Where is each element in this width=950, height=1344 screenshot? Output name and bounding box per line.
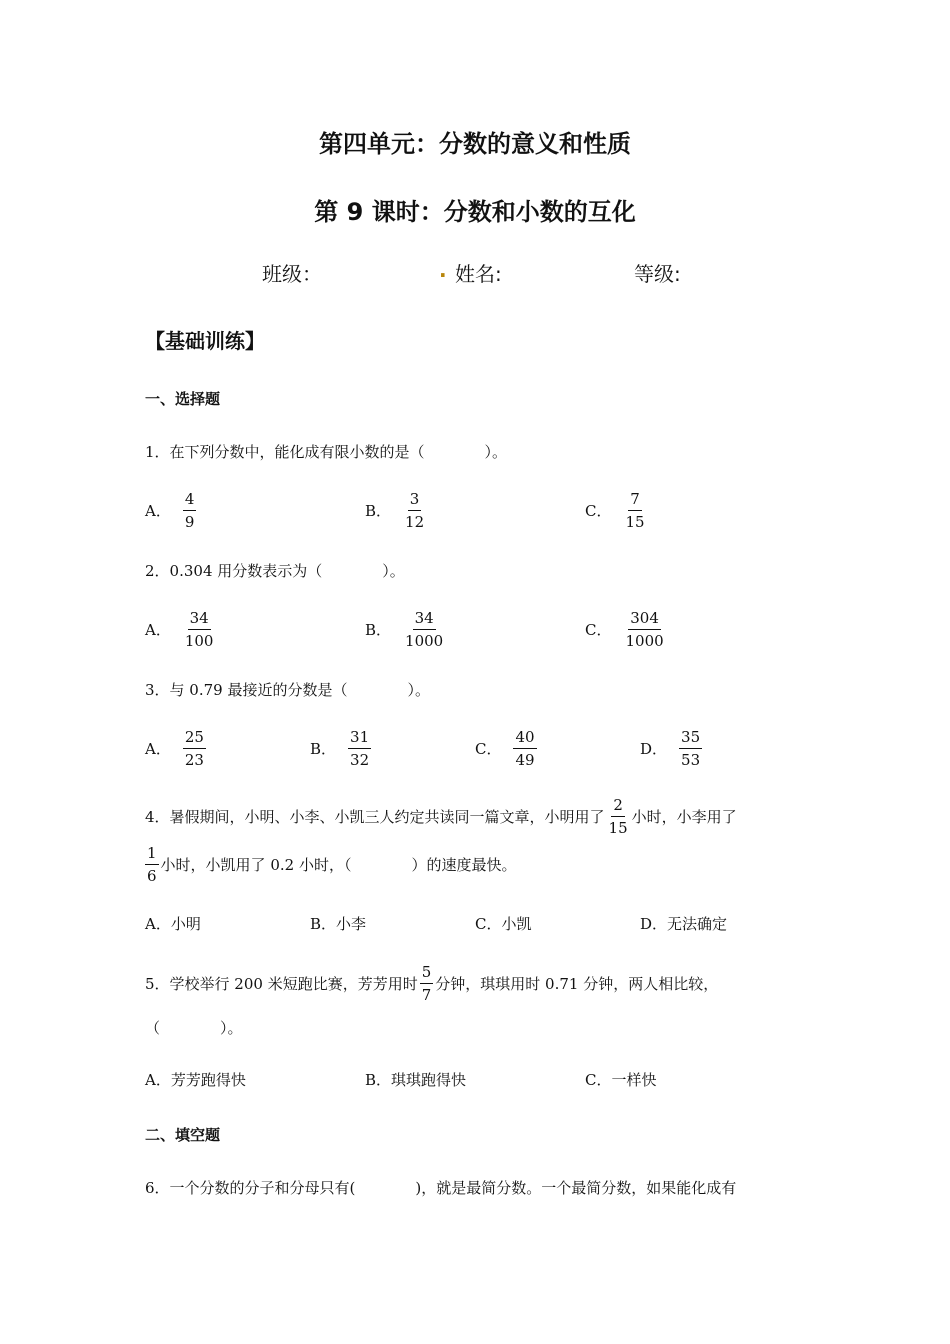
fraction: $\frac{35}{53}$: [681, 728, 701, 769]
q1-option-a: A． $\frac{4}{9}$: [145, 490, 195, 531]
lesson-title: 第 9 课时：分数和小数的互化: [314, 198, 636, 226]
fraction: $\frac{2}{15}$: [608, 796, 628, 837]
q2-option-c: C． $\frac{304}{1000}$: [585, 609, 664, 650]
q3-option-c: C． $\frac{40}{49}$: [475, 728, 535, 769]
question-1-close: ）。: [484, 443, 508, 461]
q4-option-b: B．小李: [310, 915, 367, 933]
fraction: $\frac{1}{6}$: [147, 844, 157, 885]
fraction: $\frac{4}{9}$: [184, 490, 195, 531]
unit-title: 第四单元：分数的意义和性质: [319, 130, 631, 158]
grade-label: 等级:: [634, 262, 681, 286]
question-2: [145, 560, 405, 581]
question-1-text: 1．在下列分数中，能化成有限小数的是（: [145, 443, 425, 461]
question-6: 6．一个分数的分子和分母只有( )，就是最简分数。一个最简分数，如果能化成有: [145, 1179, 737, 1197]
q3-option-a: A． $\frac{25}{23}$: [145, 728, 204, 769]
fraction: $\frac{34}{100}$: [184, 609, 214, 650]
fraction: $\frac{25}{23}$: [184, 728, 204, 769]
q3-option-b: B． $\frac{31}{32}$: [310, 728, 370, 769]
q4-option-d: D．无法确定: [640, 915, 728, 933]
q5-option-c: C．一样快: [585, 1071, 657, 1089]
fraction: $\frac{7}{15}$: [625, 490, 645, 531]
q4-option-c: C．小凯: [475, 915, 532, 933]
question-3-text: 3．与 0.79 最接近的分数是（: [145, 681, 348, 699]
class-label: 班级：: [262, 262, 322, 286]
q1-option-b: B． $\frac{3}{12}$: [365, 490, 425, 531]
part1-title: 一、选择题: [145, 390, 221, 408]
part2-title: 二、填空题: [145, 1126, 221, 1144]
question-3: [145, 679, 430, 700]
fraction: $\frac{34}{1000}$: [405, 609, 444, 650]
q4-option-a: A．小明: [145, 915, 201, 933]
question-5-line-1: 5．学校举行 200 米短跑比赛，芳芳用时 $\frac{5}{7}$ 分钟，琪琪用时 0.71 分钟，两人相比较，: [145, 963, 719, 1004]
q5-option-b: B．琪琪跑得快: [365, 1071, 467, 1089]
q2-option-a: A． $\frac{34}{100}$: [145, 609, 214, 650]
question-4-line-1: 4．暑假期间，小明、小李、小凯三人约定共读同一篇文章，小明用了 $\frac{2}{15}$ 小时，小李用了: [145, 796, 737, 837]
question-3-close: ）。: [407, 681, 430, 699]
question-2-text: 2．0.304 用分数表示为（: [145, 562, 323, 580]
q1-option-c: C． $\frac{7}{15}$: [585, 490, 645, 531]
name-label: 姓名:: [455, 262, 502, 286]
fraction: $\frac{5}{7}$: [421, 963, 432, 1004]
question-2-close: ）。: [382, 562, 405, 580]
q5-option-a: A．芳芳跑得快: [145, 1071, 246, 1089]
question-4-line-2: $\frac{1}{6}$ 小时，小凯用了 0.2 小时，（ ）的速度最快。: [147, 844, 517, 885]
fraction: $\frac{31}{32}$: [350, 728, 370, 769]
section-title: 【基础训练】: [145, 329, 265, 353]
fraction: $\frac{3}{12}$: [405, 490, 425, 531]
q2-option-b: B． $\frac{34}{1000}$: [365, 609, 444, 650]
q3-option-d: D． $\frac{35}{53}$: [640, 728, 701, 769]
fraction: $\frac{304}{1000}$: [625, 609, 664, 650]
fraction: $\frac{40}{49}$: [515, 728, 535, 769]
question-5-line-2: （ ）。: [145, 1019, 243, 1037]
question-1: [145, 441, 507, 462]
info-dot: .: [439, 258, 447, 282]
